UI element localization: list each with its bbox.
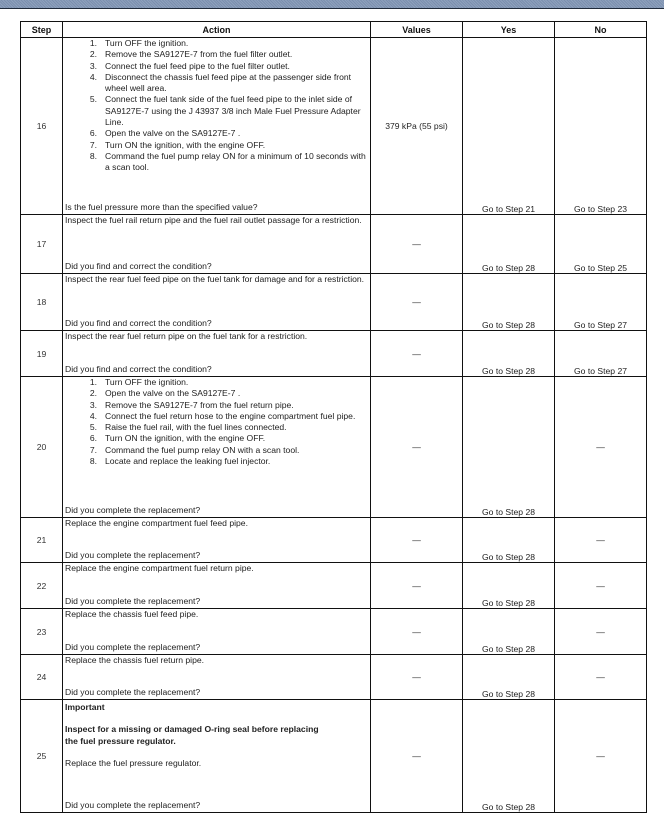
question: Did you find and correct the condition? bbox=[65, 260, 212, 271]
table-row bbox=[21, 377, 647, 518]
substep: Turn ON the ignition, with the engine OFF. bbox=[105, 433, 266, 444]
values-cell: — bbox=[371, 609, 463, 655]
substep: Connect the fuel feed pipe to the fuel filter outlet. bbox=[105, 60, 290, 71]
substep-list bbox=[65, 377, 368, 467]
header-no: No bbox=[555, 22, 647, 38]
question: Did you complete the replacement? bbox=[65, 595, 201, 606]
no-cell: — bbox=[555, 655, 647, 700]
header-action: Action bbox=[63, 22, 371, 38]
action-cell bbox=[63, 563, 371, 609]
no-link[interactable]: Go to Step 27 bbox=[555, 331, 647, 377]
action-text: Replace the chassis fuel return pipe. bbox=[65, 655, 205, 665]
action-text: Inspect the rear fuel feed pipe on the fuel tank for damage and for a restriction. bbox=[65, 274, 365, 284]
action-text: Inspect the rear fuel return pipe on the fuel tank for a restriction. bbox=[65, 331, 308, 341]
question: Did you complete the replacement? bbox=[65, 799, 201, 810]
table-row bbox=[21, 655, 647, 700]
yes-link[interactable]: Go to Step 28 bbox=[463, 377, 555, 518]
action-text: Replace the engine compartment fuel return pipe. bbox=[65, 563, 254, 573]
yes-link[interactable]: Go to Step 28 bbox=[463, 274, 555, 331]
no-cell: — bbox=[555, 518, 647, 563]
question: Did you find and correct the condition? bbox=[65, 363, 212, 374]
table-row bbox=[21, 518, 647, 563]
important-note: Inspect for a missing or damaged O-ring seal before replacing the fuel pressure regulator. bbox=[65, 724, 319, 746]
top-banner bbox=[0, 0, 664, 9]
yes-link[interactable]: Go to Step 28 bbox=[463, 331, 555, 377]
no-link[interactable]: Go to Step 27 bbox=[555, 274, 647, 331]
yes-link[interactable]: Go to Step 21 bbox=[463, 38, 555, 215]
substep: Remove the SA9127E-7 from the fuel filter outlet. bbox=[105, 49, 293, 60]
substep-list bbox=[65, 38, 368, 174]
action-cell bbox=[63, 215, 371, 274]
step-number: 17 bbox=[21, 215, 63, 274]
table-row bbox=[21, 274, 647, 331]
substep: Command the fuel pump relay ON with a scan tool. bbox=[105, 444, 300, 455]
table-row bbox=[21, 331, 647, 377]
values-cell: — bbox=[371, 700, 463, 813]
table-row bbox=[21, 215, 647, 274]
values-cell: — bbox=[371, 518, 463, 563]
substep: Turn OFF the ignition. bbox=[105, 377, 189, 387]
action-cell bbox=[63, 609, 371, 655]
table-row bbox=[21, 700, 647, 813]
substep: Open the valve on the SA9127E-7 . bbox=[105, 128, 241, 139]
action-cell bbox=[63, 274, 371, 331]
yes-link[interactable]: Go to Step 28 bbox=[463, 563, 555, 609]
values-cell: — bbox=[371, 655, 463, 700]
values-cell: — bbox=[371, 274, 463, 331]
action-text: Inspect the fuel rail return pipe and the fuel rail outlet passage for a restriction. bbox=[65, 215, 362, 225]
table-row bbox=[21, 609, 647, 655]
step-number: 19 bbox=[21, 331, 63, 377]
question: Did you complete the replacement? bbox=[65, 641, 201, 652]
action-cell bbox=[63, 700, 371, 813]
question: Did you complete the replacement? bbox=[65, 549, 201, 560]
table-row bbox=[21, 563, 647, 609]
step-number: 21 bbox=[21, 518, 63, 563]
yes-link[interactable]: Go to Step 28 bbox=[463, 609, 555, 655]
no-cell: — bbox=[555, 700, 647, 813]
yes-link[interactable]: Go to Step 28 bbox=[463, 700, 555, 813]
table-row bbox=[21, 38, 647, 215]
action-cell bbox=[63, 331, 371, 377]
values-cell: — bbox=[371, 563, 463, 609]
step-number: 18 bbox=[21, 274, 63, 331]
yes-link[interactable]: Go to Step 28 bbox=[463, 215, 555, 274]
no-link[interactable]: Go to Step 25 bbox=[555, 215, 647, 274]
step-number: 22 bbox=[21, 563, 63, 609]
substep: Locate and replace the leaking fuel injector. bbox=[105, 456, 271, 467]
yes-link[interactable]: Go to Step 28 bbox=[463, 518, 555, 563]
action-cell bbox=[63, 377, 371, 518]
header-step: Step bbox=[21, 22, 63, 38]
no-cell: — bbox=[555, 563, 647, 609]
substep: Turn ON the ignition, with the engine OFF. bbox=[105, 139, 266, 150]
substep: Command the fuel pump relay ON for a minimum of 10 seconds with a scan tool. bbox=[105, 150, 366, 173]
header-values: Values bbox=[371, 22, 463, 38]
step-number: 25 bbox=[21, 700, 63, 813]
substep: Disconnect the chassis fuel feed pipe at the passenger side front wheel well area. bbox=[105, 71, 352, 94]
table-header-row bbox=[21, 22, 647, 38]
values-cell: — bbox=[371, 215, 463, 274]
substep: Connect the fuel return hose to the engine compartment fuel pipe. bbox=[105, 410, 356, 421]
substep: Remove the SA9127E-7 from the fuel return pipe. bbox=[105, 399, 294, 410]
action-cell bbox=[63, 655, 371, 700]
no-cell: — bbox=[555, 609, 647, 655]
important-label: Important bbox=[65, 702, 105, 712]
step-number: 16 bbox=[21, 38, 63, 215]
no-link[interactable]: Go to Step 23 bbox=[555, 38, 647, 215]
question: Is the fuel pressure more than the specified value? bbox=[65, 201, 258, 212]
substep: Turn OFF the ignition. bbox=[105, 38, 189, 48]
action-cell bbox=[63, 518, 371, 563]
values-cell: — bbox=[371, 331, 463, 377]
diagnostic-table bbox=[20, 21, 647, 813]
question: Did you find and correct the condition? bbox=[65, 317, 212, 328]
substep: Connect the fuel tank side of the fuel feed pipe to the inlet side of SA9127E-7 using the J 43937 3/8 inch Male Fuel Pressure Adapter Line. bbox=[105, 94, 361, 128]
step-number: 23 bbox=[21, 609, 63, 655]
question: Did you complete the replacement? bbox=[65, 686, 201, 697]
step-number: 20 bbox=[21, 377, 63, 518]
question: Did you complete the replacement? bbox=[65, 504, 201, 515]
action-cell bbox=[63, 38, 371, 215]
values-cell: — bbox=[371, 377, 463, 518]
action-text: Replace the chassis fuel feed pipe. bbox=[65, 609, 199, 619]
header-yes: Yes bbox=[463, 22, 555, 38]
no-cell: — bbox=[555, 377, 647, 518]
substep: Open the valve on the SA9127E-7 . bbox=[105, 388, 241, 399]
action-text: Replace the fuel pressure regulator. bbox=[65, 757, 202, 768]
values-cell: 379 kPa (55 psi) bbox=[371, 38, 463, 215]
step-number: 24 bbox=[21, 655, 63, 700]
action-text: Replace the engine compartment fuel feed pipe. bbox=[65, 518, 248, 528]
substep: Raise the fuel rail, with the fuel lines connected. bbox=[105, 422, 287, 433]
yes-link[interactable]: Go to Step 28 bbox=[463, 655, 555, 700]
